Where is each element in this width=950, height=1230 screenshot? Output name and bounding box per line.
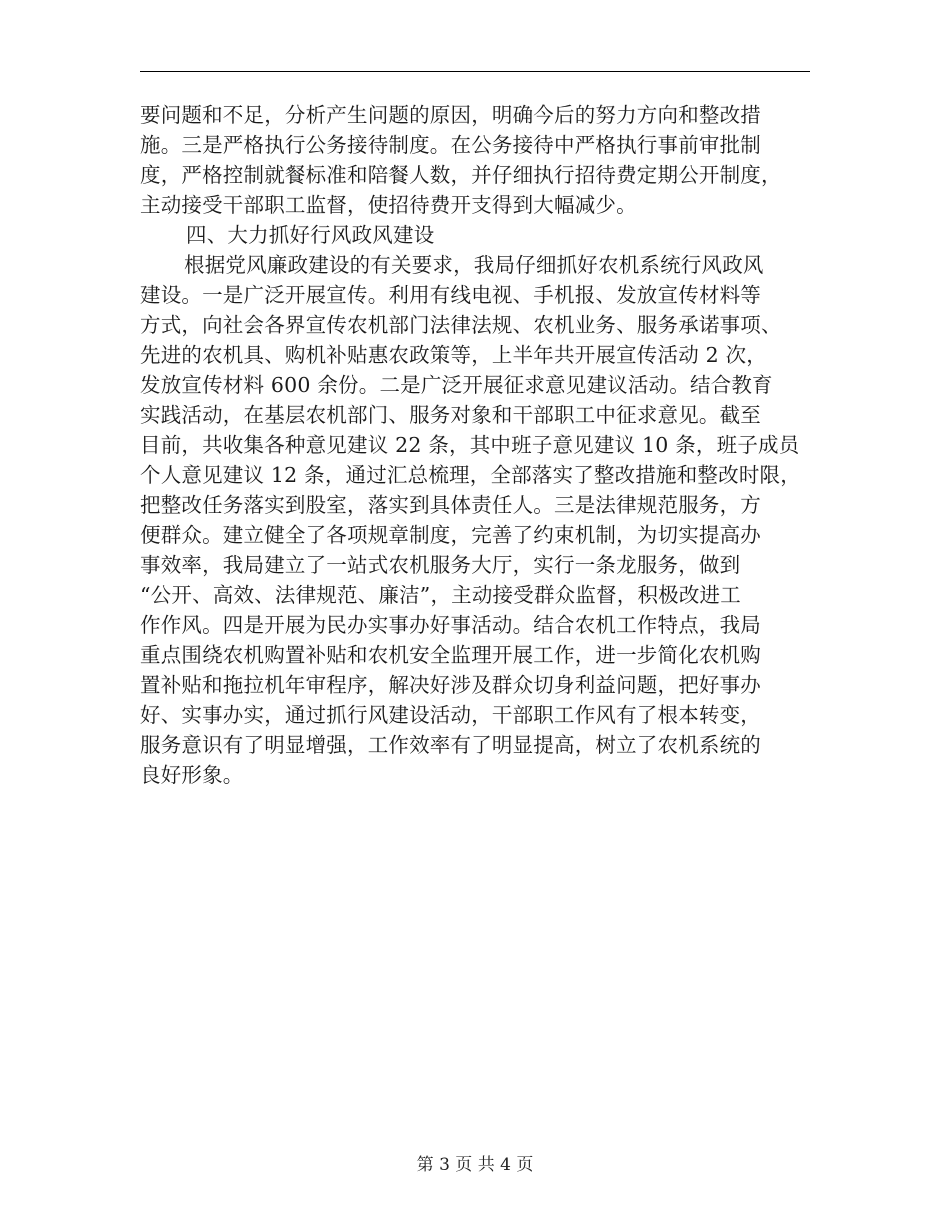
text-line: 度，严格控制就餐标准和陪餐人数，并仔细执行招待费定期公开制度， [140,163,782,187]
text-line: 好、实事办实，通过抓行风建设活动，干部职工作风有了根本转变， [140,703,761,727]
text-line: 实践活动，在基层农机部门、服务对象和干部职工中征求意见。截至 [140,403,761,427]
text-line: 先进的农机具、购机补贴惠农政策等，上半年共开展宣传活动 2 次， [140,343,767,367]
text-line: 根据党风廉政建设的有关要求，我局仔细抓好农机系统行风政风 [184,253,764,277]
text-line: 要问题和不足，分析产生问题的原因，明确今后的努力方向和整改措 [140,103,761,127]
text-line: 建设。一是广泛开展宣传。利用有线电视、手机报、发放宣传材料等 [140,283,761,307]
text-line: 便群众。建立健全了各项规章制度，完善了约束机制，为切实提高办 [140,523,761,547]
text-line: 重点围绕农机购置补贴和农机安全监理开展工作，进一步简化农机购 [140,643,761,667]
text-line: 良好形象。 [140,763,244,787]
text-line: 服务意识有了明显增强，工作效率有了明显提高，树立了农机系统的 [140,733,761,757]
text-line: 发放宣传材料 600 余份。二是广泛开展征求意见建议活动。结合教育 [140,373,773,397]
text-line: 置补贴和拖拉机年审程序，解决好涉及群众切身利益问题，把好事办 [140,673,761,697]
text-line: 目前，共收集各种意见建议 22 条，其中班子意见建议 10 条，班子成员 [140,433,800,457]
text-line: 事效率，我局建立了一站式农机服务大厅，实行一条龙服务，做到 [140,553,741,577]
body-text [140,100,820,790]
text-line: 个人意见建议 12 条，通过汇总梳理，全部落实了整改措施和整改时限， [140,463,801,487]
text-line: 方式，向社会各界宣传农机部门法律法规、农机业务、服务承诺事项、 [140,313,782,337]
text-line: “公开、高效、法律规范、廉洁”，主动接受群众监督，积极改进工 [140,583,741,607]
text-line: 作作风。四是开展为民办实事办好事活动。结合农机工作特点，我局 [140,613,761,637]
section-heading: 四、大力抓好行风政风建设 [186,223,435,247]
text-line: 施。三是严格执行公务接待制度。在公务接待中严格执行事前审批制 [140,133,761,157]
page-number-footer: 第 3 页 共 4 页 [416,1155,534,1175]
header-rule [140,71,810,72]
text-line: 主动接受干部职工监督，使招待费开支得到大幅减少。 [140,193,637,217]
text-line: 把整改任务落实到股室，落实到具体责任人。三是法律规范服务，方 [140,493,761,517]
